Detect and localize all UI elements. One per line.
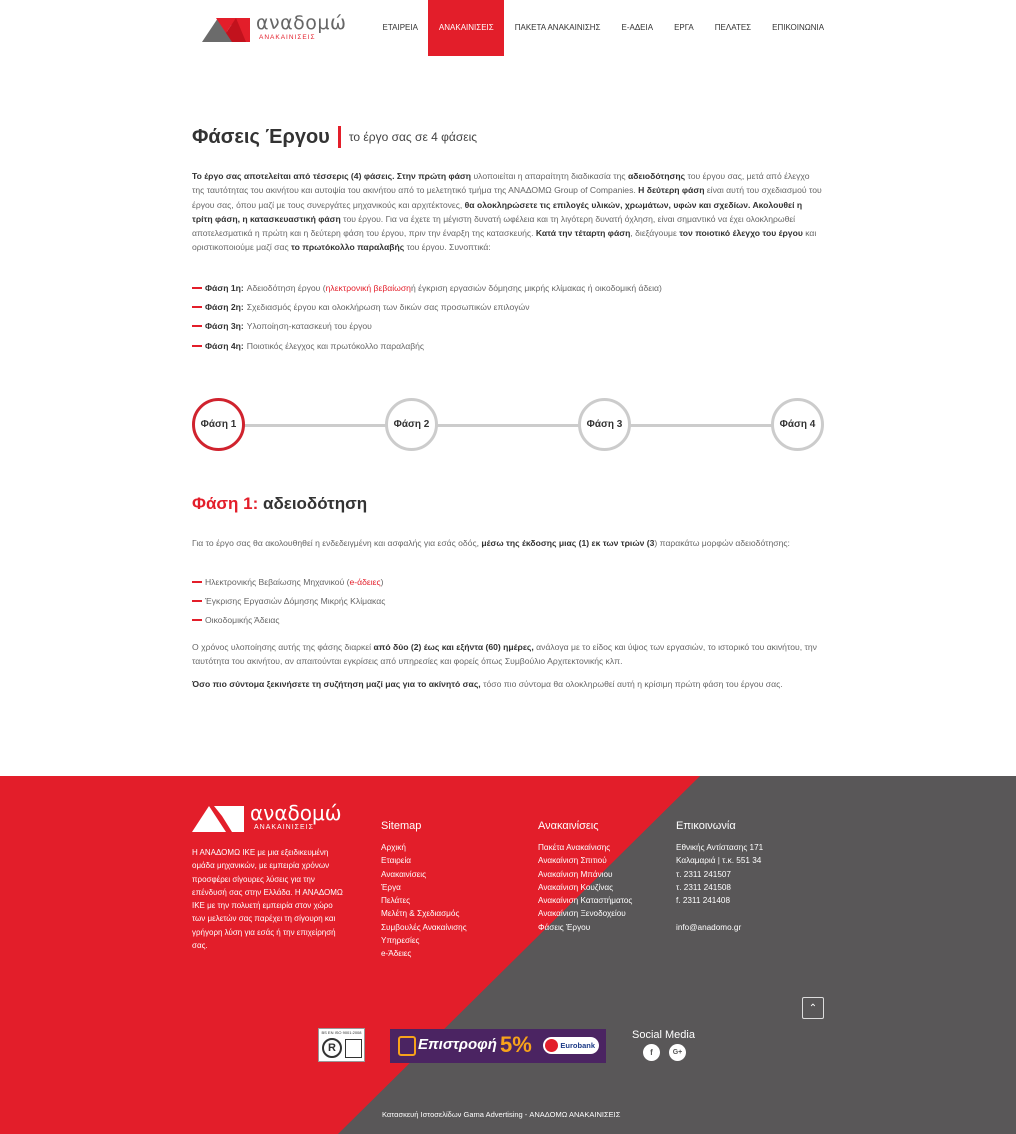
list-item	[192, 278, 824, 297]
section-paragraph	[192, 677, 824, 691]
footer-link[interactable]: Φάσεις Έργου	[538, 922, 591, 932]
e-permits-link[interactable]: e-άδειες	[349, 576, 381, 587]
contact-email[interactable]: info@anadomo.gr	[676, 922, 742, 932]
intro-text: του έργου. Για να έχετε τη μέγιστη δυνατή ωφέλεια και τη λιγότερη δυνατή όχληση, είναι σημαντικό να έχει ολοκληρωθεί αποτελεσματικά η πρώτη και η δεύτερη φάση του έργου, πριν την έναρξη της κατασκευής.	[192, 213, 796, 239]
eurobank-promo-banner[interactable]	[390, 1029, 606, 1063]
google-plus-icon[interactable]: G+	[669, 1044, 686, 1061]
iso-certification-badge	[318, 1028, 365, 1062]
main-nav	[372, 0, 835, 56]
chevron-up-icon: ⌃	[808, 1002, 818, 1014]
logo-mark-icon	[202, 16, 252, 42]
intro-text: του έργου σας, μετά από έλεγχο της ταυτότητας του ακινήτου και αυτοψία του ακινήτου από το μελετητικό τμήμα της ΑΝΑΔΟΜΩ Group of Companies.	[192, 171, 810, 196]
section-text: ) παρακάτω μορφών αδειοδότησης:	[654, 538, 790, 548]
footer-renovations-links	[538, 841, 632, 934]
cert-logo-icon	[345, 1039, 362, 1058]
phase-label: Φάση 3η:	[205, 321, 244, 332]
dash-bullet	[192, 619, 202, 621]
footer-logo-mark-icon	[192, 804, 246, 832]
intro-text: είναι αυτή του σχεδιασμού του έργου σας, όπου μαζί με τους συνεργάτες μηχανικούς και αρχιτέκτονες,	[192, 185, 822, 210]
timeline-phase-4[interactable]: Φάση 4	[771, 398, 824, 451]
footer-link[interactable]: Υπηρεσίες	[381, 936, 420, 946]
phase-text: Σχεδιασμός έργου και ολοκλήρωση των δικών σας προσωπικών επιλογών	[246, 301, 530, 312]
intro-text: και οριστικοποιούμε μαζί σας	[192, 228, 817, 253]
logo-wordmark: αναδομώ	[256, 12, 347, 34]
eurobank-mark-icon	[545, 1039, 558, 1052]
footer-sitemap-title: Sitemap	[381, 820, 422, 832]
refund-icon	[398, 1036, 416, 1056]
list-item	[192, 317, 824, 336]
page-subtitle: το έργο σας σε 4 φάσεις	[348, 130, 478, 144]
scroll-to-top-button[interactable]	[802, 997, 824, 1019]
section-text: Όσο πιο σύντομα ξεκινήσετε τη συζήτηση μαζί μας για το ακίνητό σας,	[192, 679, 481, 689]
permit-text: )	[380, 576, 384, 587]
promo-text: Επιστροφή	[418, 1036, 497, 1053]
footer-link[interactable]: e-Άδειες	[381, 949, 412, 959]
eurobank-label: Eurobank	[560, 1041, 595, 1050]
footer-logo[interactable]	[192, 801, 352, 836]
page-title-row	[192, 124, 824, 150]
intro-text: Κατά την τέταρτη φάση	[535, 228, 631, 239]
logo-tagline: ΑΝΑΚΑΙΝΙΣΕΙΣ	[259, 34, 316, 41]
nav-item-company[interactable]: ΕΤΑΙΡΕΙΑ	[382, 23, 418, 32]
section-text: Για το έργο σας θα ακολουθηθεί η ενδεδειγμένη και ασφαλής για εσάς οδός,	[192, 538, 482, 548]
footer-link[interactable]: Έργα	[381, 882, 401, 892]
phase-label: Φάση 2η:	[205, 301, 244, 312]
nav-item-clients[interactable]: ΠΕΛΑΤΕΣ	[714, 23, 752, 32]
timeline-phase-1[interactable]: Φάση 1	[192, 398, 245, 451]
section-title-phase: Φάση 1:	[192, 494, 259, 513]
timeline-phase-3[interactable]: Φάση 3	[578, 398, 631, 451]
section-paragraph	[192, 536, 824, 550]
footer-link[interactable]: Μελέτη & Σχεδιασμός	[381, 909, 460, 919]
contact-phone[interactable]: τ. 2311 241507	[676, 869, 731, 879]
page-title: Φάσεις Έργου	[192, 125, 330, 148]
list-item	[192, 572, 824, 591]
footer-contact-title: Επικοινωνία	[676, 820, 736, 832]
dash-bullet	[192, 600, 202, 602]
section-title-text: αδειοδότηση	[258, 494, 368, 513]
intro-text: υλοποιείται η απαραίτητη διαδικασία της	[471, 171, 628, 181]
cert-seal-icon: R	[322, 1038, 342, 1058]
phase-label: Φάση 1η:	[205, 282, 244, 293]
section-text: ανάλογα με το είδος και ύψος των εργασιών, το ιστορικό του ακινήτου, την ταυτότητα του ακινήτου, αν απαιτούνται εγκρίσεις από υπηρεσίες και φορείς όπως Συμβούλιο Αρχιτεκτονικής κλπ.	[192, 642, 817, 667]
footer-renovations-title: Ανακαινίσεις	[538, 820, 599, 832]
phase-label: Φάση 4η:	[205, 340, 244, 351]
contact-spacer	[676, 907, 763, 920]
cert-text: BS EN ISO 9001:2008	[321, 1030, 362, 1035]
phase-text: Αδειοδότηση έργου (	[246, 282, 326, 293]
intro-paragraph	[192, 169, 824, 255]
dash-bullet	[192, 345, 202, 347]
social-media-title: Social Media	[632, 1029, 695, 1041]
site-header	[0, 0, 1016, 56]
footer-link[interactable]: Πακέτα Ανακαίνισης	[538, 843, 611, 852]
footer-sitemap-links	[381, 841, 467, 961]
phase-text: Υλοποίηση-κατασκευή του έργου	[246, 321, 372, 332]
intro-text: του έργου. Συνοπτικά:	[404, 242, 491, 253]
section-title	[192, 494, 824, 518]
permit-text: Οικοδομικής Άδειας	[205, 615, 280, 626]
site-footer	[0, 776, 1016, 1134]
footer-link[interactable]: Ανακαίνιση Ξενοδοχείου	[538, 909, 626, 919]
footer-logo-tagline: ΑΝΑΚΑΙΝΙΣΕΙΣ	[254, 824, 314, 831]
dash-bullet	[192, 325, 202, 327]
eurobank-logo	[543, 1037, 599, 1054]
section-text: τόσο πιο σύντομα θα ολοκληρωθεί αυτή η κρίσιμη πρώτη φάση του έργου σας.	[480, 679, 783, 689]
facebook-icon[interactable]: f	[643, 1044, 660, 1061]
phase-section	[192, 494, 824, 689]
phase-text: Ποιοτικός έλεγχος και πρωτόκολλο παραλαβής	[246, 340, 425, 351]
footer-link[interactable]: Ανακαίνιση Σπιτιού	[538, 856, 607, 866]
nav-item-projects[interactable]: ΕΡΓΑ	[674, 23, 694, 32]
electronic-certificate-link[interactable]: ηλεκτρονική βεβαίωση	[325, 282, 411, 293]
permit-text: Ηλεκτρονικής Βεβαίωσης Μηχανικού (	[205, 576, 350, 587]
permit-text: Έγκρισης Εργασιών Δόμησης Μικρής Κλίμακας	[205, 595, 386, 606]
permit-types-list	[192, 572, 824, 630]
footer-link[interactable]: Συμβουλές Ανακαίνισης	[381, 922, 467, 932]
dash-bullet	[192, 581, 202, 583]
contact-fax: f. 2311 241408	[676, 896, 731, 906]
section-text: μέσω της έκδοσης μιας (1) εκ των τριών (3	[481, 538, 655, 548]
list-item	[192, 611, 824, 630]
footer-link[interactable]: Πελάτες	[381, 896, 411, 906]
list-item	[192, 297, 824, 316]
footer-link[interactable]: Ανακαίνιση Μπάνιου	[538, 869, 613, 879]
intro-text: αδειοδότησης	[627, 171, 686, 181]
title-divider	[338, 126, 341, 148]
footer-link[interactable]: Αρχική	[381, 843, 406, 852]
nav-item-renovation-packages[interactable]: ΠΑΚΕΤΑ ΑΝΑΚΑΙΝΙΣΗΣ	[514, 23, 601, 32]
nav-item-e-permit[interactable]: E-ΑΔΕΙΑ	[621, 23, 654, 32]
contact-phone[interactable]: τ. 2311 241508	[676, 882, 731, 892]
contact-city: Καλαμαριά | τ.κ. 551 34	[676, 856, 762, 866]
footer-logo-wordmark: αναδομώ	[250, 801, 342, 825]
timeline-line	[218, 424, 798, 427]
footer-link[interactable]: Ανακαίνιση Κουζίνας	[538, 882, 614, 892]
intro-text: τον ποιοτικό έλεγχο του έργου	[679, 228, 803, 239]
footer-link[interactable]: Ανακαίνιση Καταστήματος	[538, 896, 633, 906]
timeline-phase-2[interactable]: Φάση 2	[385, 398, 438, 451]
intro-text: Το έργο σας αποτελείται από τέσσερις (4) φάσεις. Στην πρώτη φάση	[192, 171, 472, 181]
phase-text: ή έγκριση εργασιών δόμησης μικρής κλίμακας ή οικοδομική άδεια)	[410, 282, 662, 293]
promo-percent: 5%	[500, 1032, 532, 1057]
footer-copyright[interactable]: Κατασκευή Ιστοσελίδων Gama Advertising - ΑΝΑΔΟΜΩ ΑΝΑΚΑΙΝΙΣΕΙΣ	[382, 1110, 621, 1119]
intro-text: θα ολοκληρώσετε τις επιλογές υλικών, χρωμάτων, υφών και σχεδίων. Ακολουθεί η τρίτη φάση, η κατασκευαστική φάση	[192, 199, 803, 224]
section-paragraph	[192, 640, 824, 669]
nav-item-contact[interactable]: ΕΠΙΚΟΙΝΩΝΙΑ	[772, 23, 825, 32]
main-content	[192, 124, 824, 351]
footer-link[interactable]: Ανακαινίσεις	[381, 869, 427, 879]
section-text: από δύο (2) έως και εξήντα (60) ημέρες,	[373, 642, 534, 652]
list-item	[192, 336, 824, 355]
intro-text: , διεξάγουμε	[630, 228, 680, 239]
dash-bullet	[192, 287, 202, 289]
nav-item-renovations[interactable]: ΑΝΑΚΑΙΝΙΣΕΙΣ	[428, 0, 504, 56]
footer-link[interactable]: Εταιρεία	[381, 856, 411, 866]
phases-list	[192, 278, 824, 355]
list-item	[192, 591, 824, 610]
contact-address: Εθνικής Αντίστασης 171	[676, 843, 764, 852]
intro-text: Η δεύτερη φάση	[638, 185, 705, 196]
site-logo[interactable]	[202, 12, 347, 44]
footer-contact-info	[676, 841, 763, 934]
footer-about-text: Η ΑΝΑΔΟΜΩ ΙΚΕ με μια εξειδικευμένη ομάδα μηχανικών, με εμπειρία χρόνων προσφέρει σίγουρες λύσεις για την επένδυσή σας στην Ελλάδα. Η ΑΝΑΔΟΜΩ ΙΚΕ με την πολυετή εμπειρία στον χώρο των μελετών σας παρέχει τη σίγουρη και γρήγορη λύση για εσάς ή την επιχείρησή σας.	[192, 848, 343, 951]
section-text: Ο χρόνος υλοποίησης αυτής της φάσης διαρκεί	[192, 642, 374, 652]
footer-background	[0, 776, 1016, 1134]
intro-text: το πρωτόκολλο παραλαβής	[291, 242, 405, 253]
phase-timeline	[192, 398, 824, 452]
dash-bullet	[192, 306, 202, 308]
